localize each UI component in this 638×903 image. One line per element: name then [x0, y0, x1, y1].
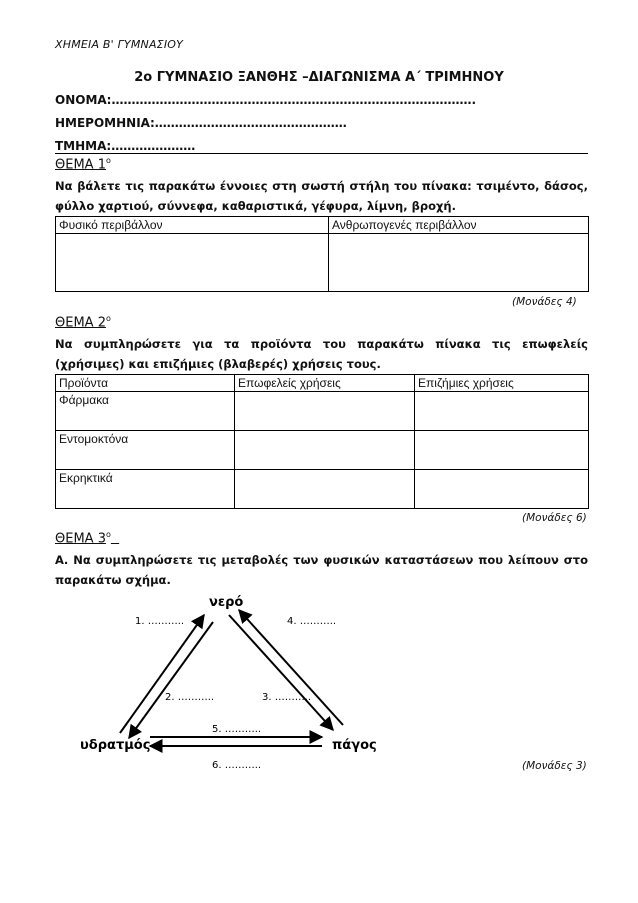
blank-3: 3. ……….. — [262, 692, 312, 703]
name-field: ΟΝΟΜΑ:………………………………………………………………………………. — [55, 93, 477, 107]
theme3-heading: ΘΕΜΑ $3^o$ — [55, 530, 111, 547]
theme2-heading: ΘΕΜΑ $2^o$ — [55, 314, 111, 331]
theme2-header-products: Προϊόντα — [56, 375, 235, 392]
theme1-heading: ΘΕΜΑ $1^o$ — [55, 156, 111, 173]
arrow-4 — [229, 615, 333, 730]
date-field: ΗΜΕΡΟΜΗΝΙΑ:………………………………………… — [55, 116, 347, 130]
theme3-text: Α. Να συμπληρώσετε τις μεταβολές των φυσικών καταστάσεων που λείπουν στο παρακάτω σχήμα. — [55, 553, 588, 587]
page-header: ΧΗΜΕΙΑ Β' ΓΥΜΝΑΣΙΟΥ — [55, 38, 184, 51]
blank-4: 4. ……….. — [287, 616, 337, 627]
theme3-units: (Μονάδες 3) — [522, 760, 587, 772]
arrow-3 — [239, 610, 343, 725]
theme2-row-medicines: Φάρμακα — [56, 392, 235, 431]
theme2-row-explosives: Εκρηκτικά — [56, 470, 235, 509]
theme2-header-beneficial: Επωφελείς χρήσεις — [235, 375, 415, 392]
page-title: 2ο ΓΥΜΝΑΣΙΟ ΞΑΝΘΗΣ –ΔΙΑΓΩΝΙΣΜΑ Α΄ ΤΡΙΜΗΝΟΥ — [134, 70, 504, 85]
arrow-1 — [120, 615, 204, 733]
blank-6: 6. ……….. — [212, 760, 262, 771]
theme1-units: (Μονάδες 4) — [512, 296, 577, 308]
theme2-row-insecticides: Εντομοκτόνα — [56, 431, 235, 470]
class-field: ΤΜΗΜΑ:………………… — [55, 139, 196, 153]
theme1-text: Να βάλετε τις παρακάτω έννοιες στη σωστή στήλη του πίνακα: τσιμέντο, δάσος, φύλλο χαρτιού, σύννεφα, καθαριστικά, γέφυρα, λίμνη, βροχή. — [55, 179, 588, 213]
label-ice: πάγος — [332, 738, 377, 753]
theme2-text: Να συμπληρώσετε για τα προϊόντα του παρακάτω πίνακα τις επωφελείς (χρήσιμες) και επιζήμιες (βλαβερές) χρήσεις τους. — [55, 337, 588, 371]
theme1-header-manmade: Ανθρωπογενές περιβάλλον — [329, 217, 589, 234]
theme2-units: (Μονάδες 6) — [522, 512, 587, 524]
blank-1: 1. ……….. — [135, 616, 185, 627]
blank-2: 2. ……….. — [165, 692, 215, 703]
theme2-header-harmful: Επιζήμιες χρήσεις — [415, 375, 589, 392]
theme1-header-natural: Φυσικό περιβάλλον — [56, 217, 329, 234]
arrow-2 — [129, 622, 213, 738]
label-vapor: υδρατμός — [80, 738, 151, 753]
blank-5: 5. ……….. — [212, 724, 262, 735]
label-water: νερό — [209, 595, 244, 610]
